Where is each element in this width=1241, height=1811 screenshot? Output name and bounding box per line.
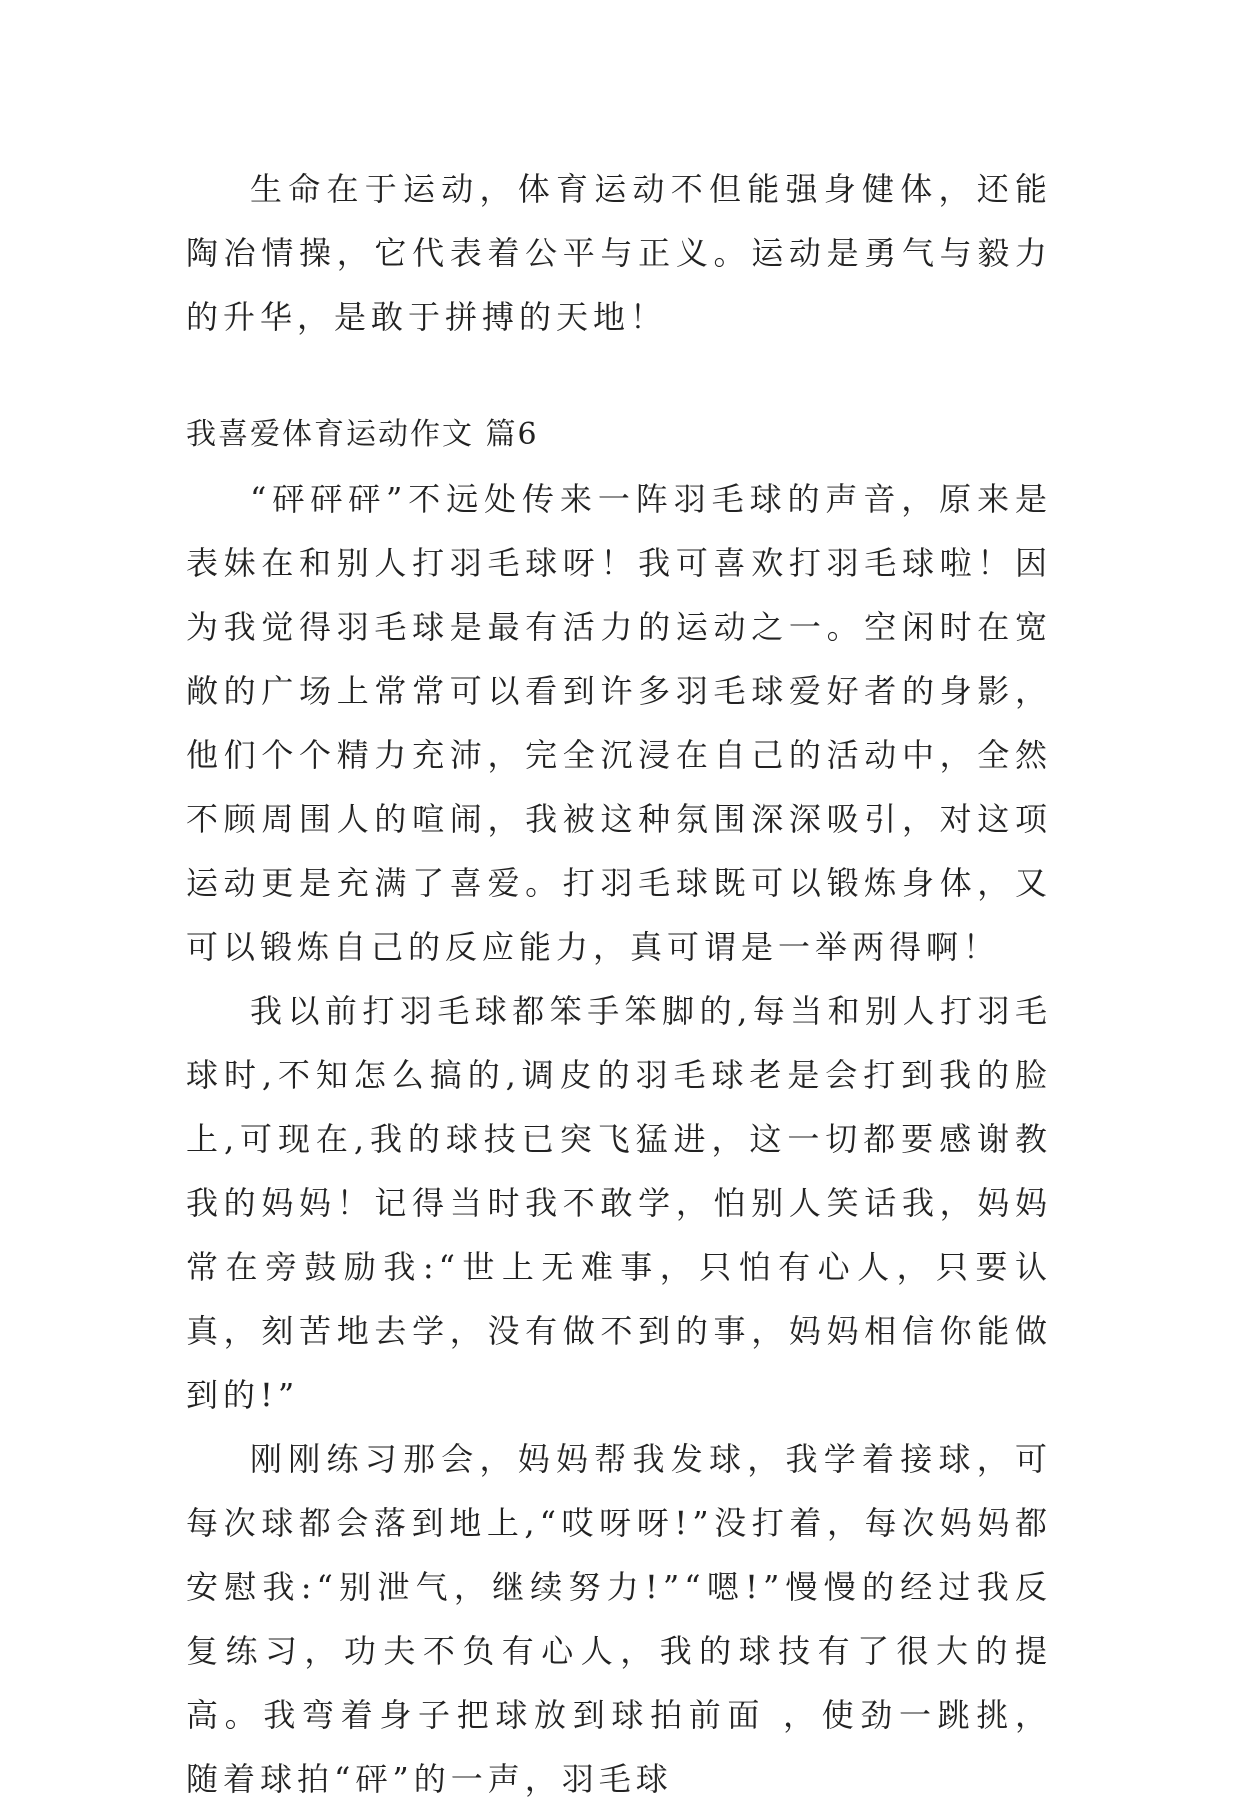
paragraph-3: 刚刚练习那会，妈妈帮我发球，我学着接球，可每次球都会落到地上,“哎呀呀!”没打着，每次妈妈都安慰我:“别泄气，继续努力!”“嗯!”慢慢的经过我反复练习，功夫不负有心人，我的球技有了很大的提高。我弯着身子把球放到球拍前面 ，使劲一跳挑，随着球拍“砰”的一声，羽毛球 [186,1440,1052,1798]
paragraph-intro: 生命在于运动，体育运动不但能强身健体，还能陶冶情操，它代表着公平与正义。运动是勇气与毅力的升华，是敢于拼搏的天地！ [186,170,1052,336]
paragraph-2: 我以前打羽毛球都笨手笨脚的,每当和别人打羽毛球时,不知怎么搞的,调皮的羽毛球老是会打到我的脸上,可现在,我的球技已突飞猛进，这一切都要感谢教我的妈妈！记得当时我不敢学，怕别人笑话我，妈妈常在旁鼓励我:“世上无难事，只怕有心人，只要认真，刻苦地去学，没有做不到的事，妈妈相信你能做到的!” [186,992,1052,1414]
section-heading: 我喜爱体育运动作文 篇6 [186,417,539,452]
section-spacer [186,349,1052,403]
document-body [186,157,1052,1811]
paragraph-1: “砰砰砰”不远处传来一阵羽毛球的声音，原来是表妹在和别人打羽毛球呀！我可喜欢打羽毛球啦！因为我觉得羽毛球是最有活力的运动之一。空闲时在宽敞的广场上常常可以看到许多羽毛球爱好者的身影，他们个个精力充沛，完全沉浸在自己的活动中，全然不顾周围人的喧闹，我被这种氛围深深吸引，对这项运动更是充满了喜爱。打羽毛球既可以锻炼身体，又可以锻炼自己的反应能力，真可谓是一举两得啊！ [186,480,1052,966]
